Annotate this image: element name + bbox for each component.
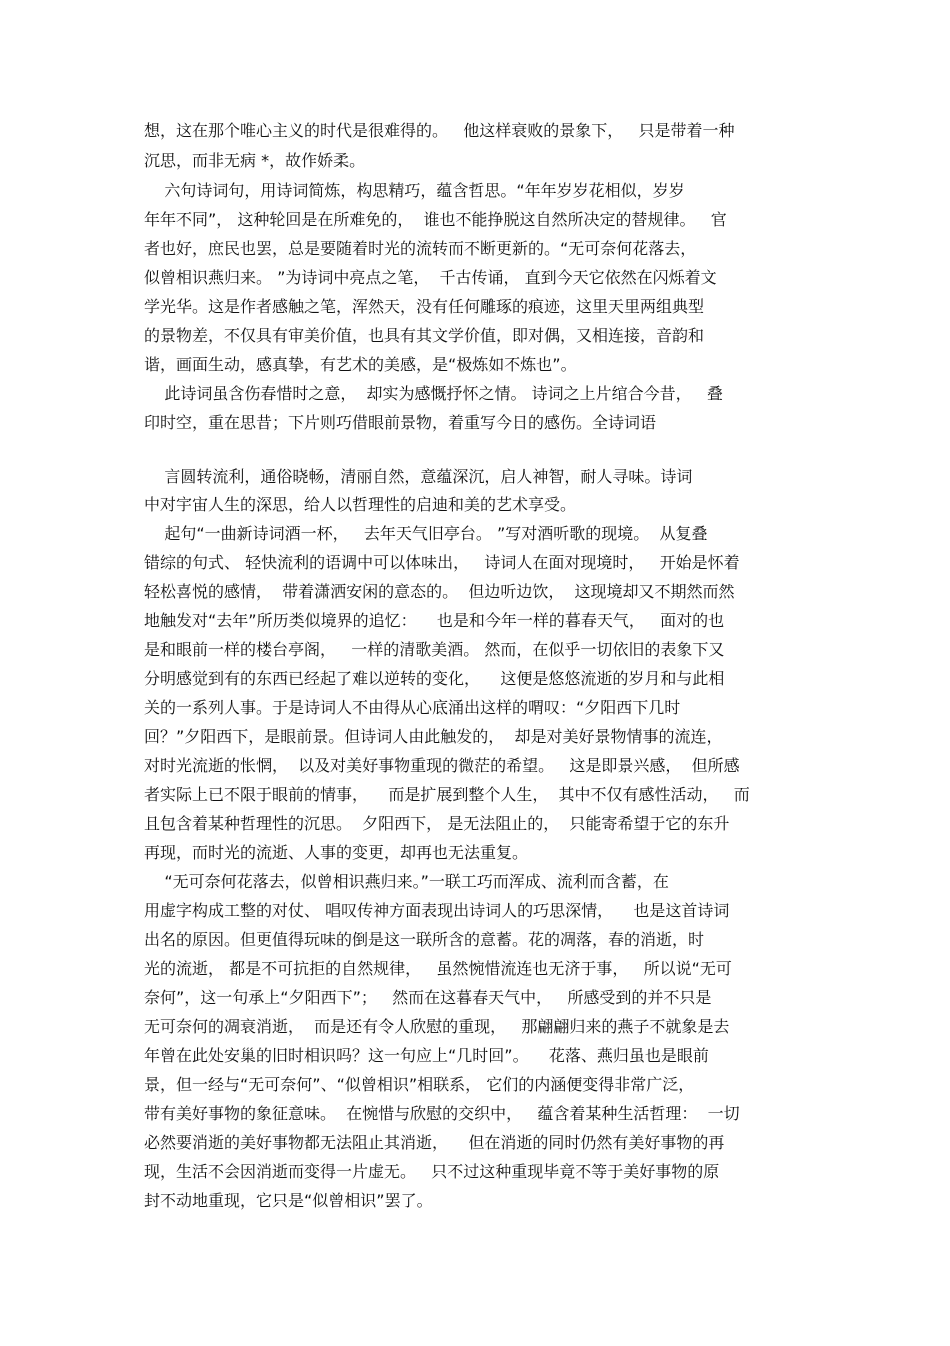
text-line: 似曾相识燕归来。 ”为诗词中亮点之笔， 千古传诵， 直到今天它依然在闪烁着文 (144, 268, 717, 287)
text-line: 光的流逝， 都是不可抗拒的自然规律， 虽然惋惜流连也无济于事， 所以说“无可 (144, 959, 732, 978)
text-line: 关的一系列人事。于是诗词人不由得从心底涌出这样的喟叹：“夕阳西下几时 (144, 698, 681, 717)
text-line: 中对宇宙人生的深思，给人以哲理性的启迪和美的艺术享受。 (144, 495, 577, 514)
text-line: 六句诗词句，用诗词简炼，构思精巧，蕴含哲思。“年年岁岁花相似，岁岁 (144, 181, 685, 200)
text-line: 谐，画面生动，感真挚，有艺术的美感，是“极炼如不炼也”。 (144, 355, 577, 374)
text-line: 地触发对“去年”所历类似境界的追忆： 也是和今年一样的暮春天气， 面对的也 (144, 611, 725, 630)
text-line: 带有美好事物的象征意味。 在惋惜与欣慰的交织中， 蕴含着某种生活哲理： 一切 (144, 1104, 740, 1123)
text-line: 对时光流逝的怅惘， 以及对美好事物重现的微茫的希望。 这是即景兴感， 但所感 (144, 756, 740, 775)
text-line: 分明感觉到有的东西已经起了难以逆转的变化， 这便是悠悠流逝的岁月和与此相 (144, 669, 725, 688)
text-line: 景，但一经与“无可奈何”、“似曾相识”相联系， 它们的内涵便变得非常广泛， (144, 1075, 695, 1094)
text-line: 回？”夕阳西下，是眼前景。但诗词人由此触发的， 却是对美好景物情事的流连， (144, 727, 723, 746)
text-line: 言圆转流利，通俗晓畅，清丽自然，意蕴深沉，启人神智，耐人寻味。诗词 (144, 467, 693, 486)
text-line: 奈何”，这一句承上“夕阳西下”； 然而在这暮春天气中， 所感受到的并不只是 (144, 988, 712, 1007)
text-line: 必然要消逝的美好事物都无法阻止其消逝， 但在消逝的同时仍然有美好事物的再 (144, 1133, 725, 1152)
text-line: “无可奈何花落去，似曾相识燕归来。”一联工巧而浑成、流利而含蓄，在 (144, 872, 669, 891)
text-line: 且包含着某种哲理性的沉思。 夕阳西下， 是无法阻止的， 只能寄希望于它的东升 (144, 814, 730, 833)
text-line: 者实际上已不限于眼前的情事， 而是扩展到整个人生， 其中不仅有感性活动， 而 (144, 785, 750, 804)
text-line: 用虚字构成工整的对仗、 唱叹传神方面表现出诗词人的巧思深情， 也是这首诗词 (144, 901, 730, 920)
text-line: 再现，而时光的流逝、人事的变更，却再也无法重复。 (144, 843, 529, 862)
text-line: 想，这在那个唯心主义的时代是很难得的。 他这样衰败的景象下， 只是带着一种 (144, 121, 735, 140)
text-line: 是和眼前一样的楼台亭阁， 一样的清歌美酒。 然而，在似乎一切依旧的表象下又 (144, 640, 725, 659)
text-line: 学光华。这是作者感触之笔，浑然天，没有任何雕琢的痕迹，这里天里两组典型 (144, 297, 705, 316)
text-line: 轻松喜悦的感情， 带着潇洒安闲的意态的。 但边听边饮， 这现境却又不期然而然 (144, 582, 735, 601)
text-line: 印时空，重在思昔；下片则巧借眼前景物，着重写今日的感伤。全诗词语 (144, 413, 657, 432)
text-line: 此诗词虽含伤春惜时之意， 却实为感慨抒怀之情。 诗词之上片绾合今昔， 叠 (144, 384, 723, 403)
text-line: 出名的原因。但更值得玩味的倒是这一联所含的意蓄。花的凋落，春的消逝，时 (144, 930, 705, 949)
text-line: 年曾在此处安巢的旧时相识吗？这一句应上“几时回”。 花落、燕归虽也是眼前 (144, 1046, 709, 1065)
text-line: 封不动地重现，它只是“似曾相识”罢了。 (144, 1191, 433, 1210)
text-line: 沉思，而非无病 *，故作娇柔。 (144, 151, 366, 170)
text-line: 年年不同”， 这种轮回是在所难免的， 谁也不能挣脱这自然所决定的替规律。 官 (144, 210, 727, 229)
text-line: 者也好，庶民也罢，总是要随着时光的流转而不断更新的。“无可奈何花落去， (144, 239, 697, 258)
text-line: 起句“一曲新诗词酒一杯， 去年天气旧亭台。 ”写对酒听歌的现境。 从复叠 (144, 524, 708, 543)
text-line: 错综的句式、 轻快流利的语调中可以体味出， 诗词人在面对现境时， 开始是怀着 (144, 553, 740, 572)
text-line: 现，生活不会因消逝而变得一片虚无。 只不过这种重现毕竟不等于美好事物的原 (144, 1162, 720, 1181)
text-line: 的景物差，不仅具有审美价值，也具有其文学价值，即对偶，又相连接，音韵和 (144, 326, 705, 345)
text-line: 无可奈何的凋衰消逝， 而是还有令人欣慰的重现， 那翩翩归来的燕子不就象是去 (144, 1017, 730, 1036)
